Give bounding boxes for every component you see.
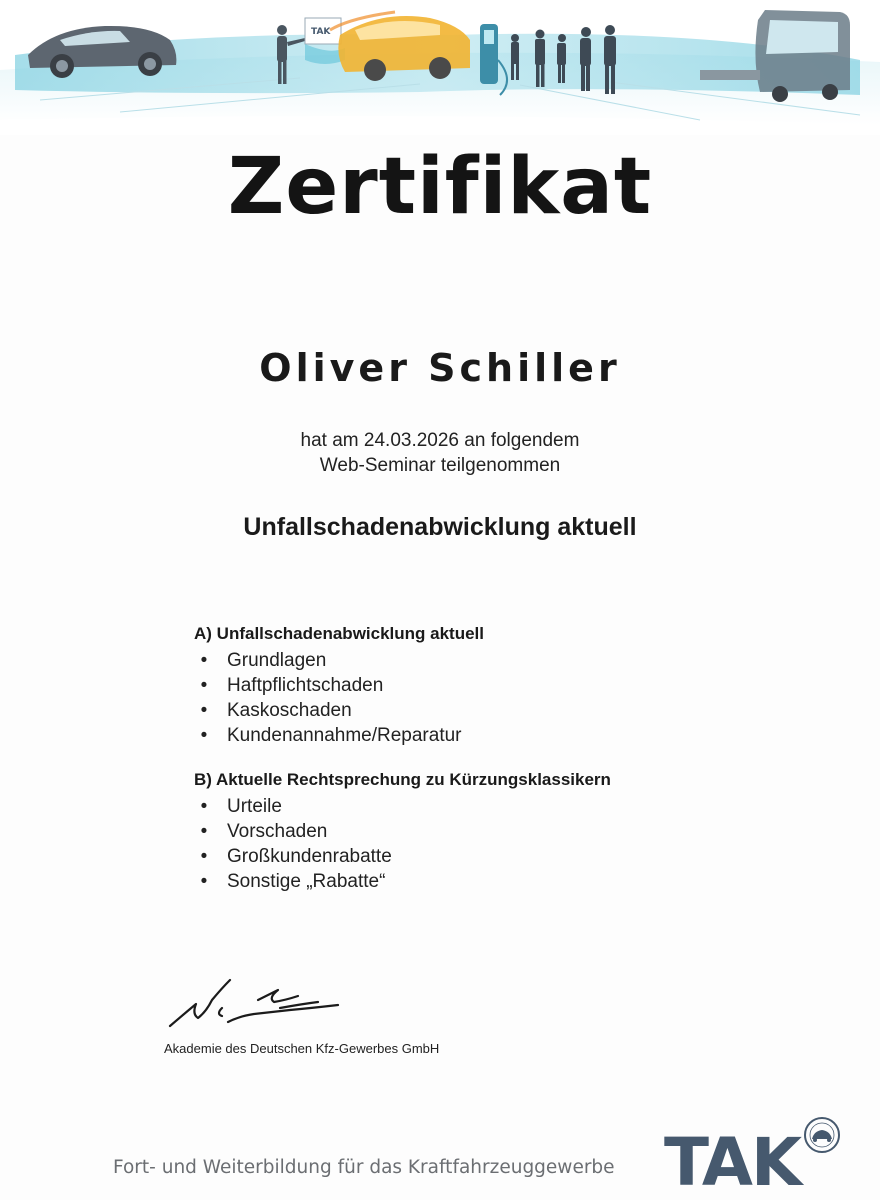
section-a: [194, 623, 754, 748]
bullet-icon: •: [200, 796, 208, 817]
signature: [162, 974, 347, 1034]
bullet-icon: •: [200, 650, 208, 671]
participation-line-2: Web-Seminar teilgenommen: [319, 455, 561, 476]
section-heading: A) Unfallschadenabwicklung aktuell: [194, 624, 485, 643]
list-item-label: Haftpflichtschaden: [227, 675, 384, 696]
section-b: [194, 769, 754, 894]
seal-icon: [805, 1118, 839, 1152]
organization-name: Akademie des Deutschen Kfz-Gewerbes GmbH: [164, 1041, 440, 1056]
list-item-label: Großkundenrabatte: [227, 846, 392, 867]
participation-statement: [0, 428, 880, 478]
footer-tagline: Fort- und Weiterbildung für das Kraftfahrzeuggewerbe: [113, 1157, 615, 1178]
topic-list: [194, 794, 754, 894]
header-illustration: [0, 0, 880, 135]
list-item: [194, 648, 754, 673]
list-item: [194, 673, 754, 698]
tak-logo: [664, 1115, 849, 1193]
list-item-label: Urteile: [227, 796, 282, 817]
list-item: [194, 819, 754, 844]
bullet-icon: •: [200, 821, 208, 842]
list-item: [194, 698, 754, 723]
list-item: [194, 794, 754, 819]
list-item-label: Kundenannahme/Reparatur: [227, 725, 462, 746]
bullet-icon: •: [200, 700, 208, 721]
bullet-icon: •: [200, 725, 208, 746]
bullet-icon: •: [200, 675, 208, 696]
list-item: [194, 844, 754, 869]
list-item-label: Vorschaden: [227, 821, 328, 842]
list-item: [194, 723, 754, 748]
list-item-label: Kaskoschaden: [227, 700, 352, 721]
section-heading: B) Aktuelle Rechtsprechung zu Kürzungsklassikern: [194, 770, 611, 789]
topic-list: [194, 648, 754, 748]
bullet-icon: •: [200, 846, 208, 867]
certificate-title: Zertifikat: [227, 142, 653, 232]
list-item: [194, 869, 754, 894]
svg-text:TAK: TAK: [664, 1124, 801, 1193]
bullet-icon: •: [200, 871, 208, 892]
list-item-label: Sonstige „Rabatte“: [227, 871, 386, 892]
list-item-label: Grundlagen: [227, 650, 327, 671]
seminar-title: Unfallschadenabwicklung aktuell: [243, 513, 637, 541]
participation-line-1: hat am 24.03.2026 an folgendem: [300, 430, 580, 451]
svg-text:TAK: TAK: [311, 27, 331, 37]
recipient-name: Oliver Schiller: [259, 346, 621, 390]
